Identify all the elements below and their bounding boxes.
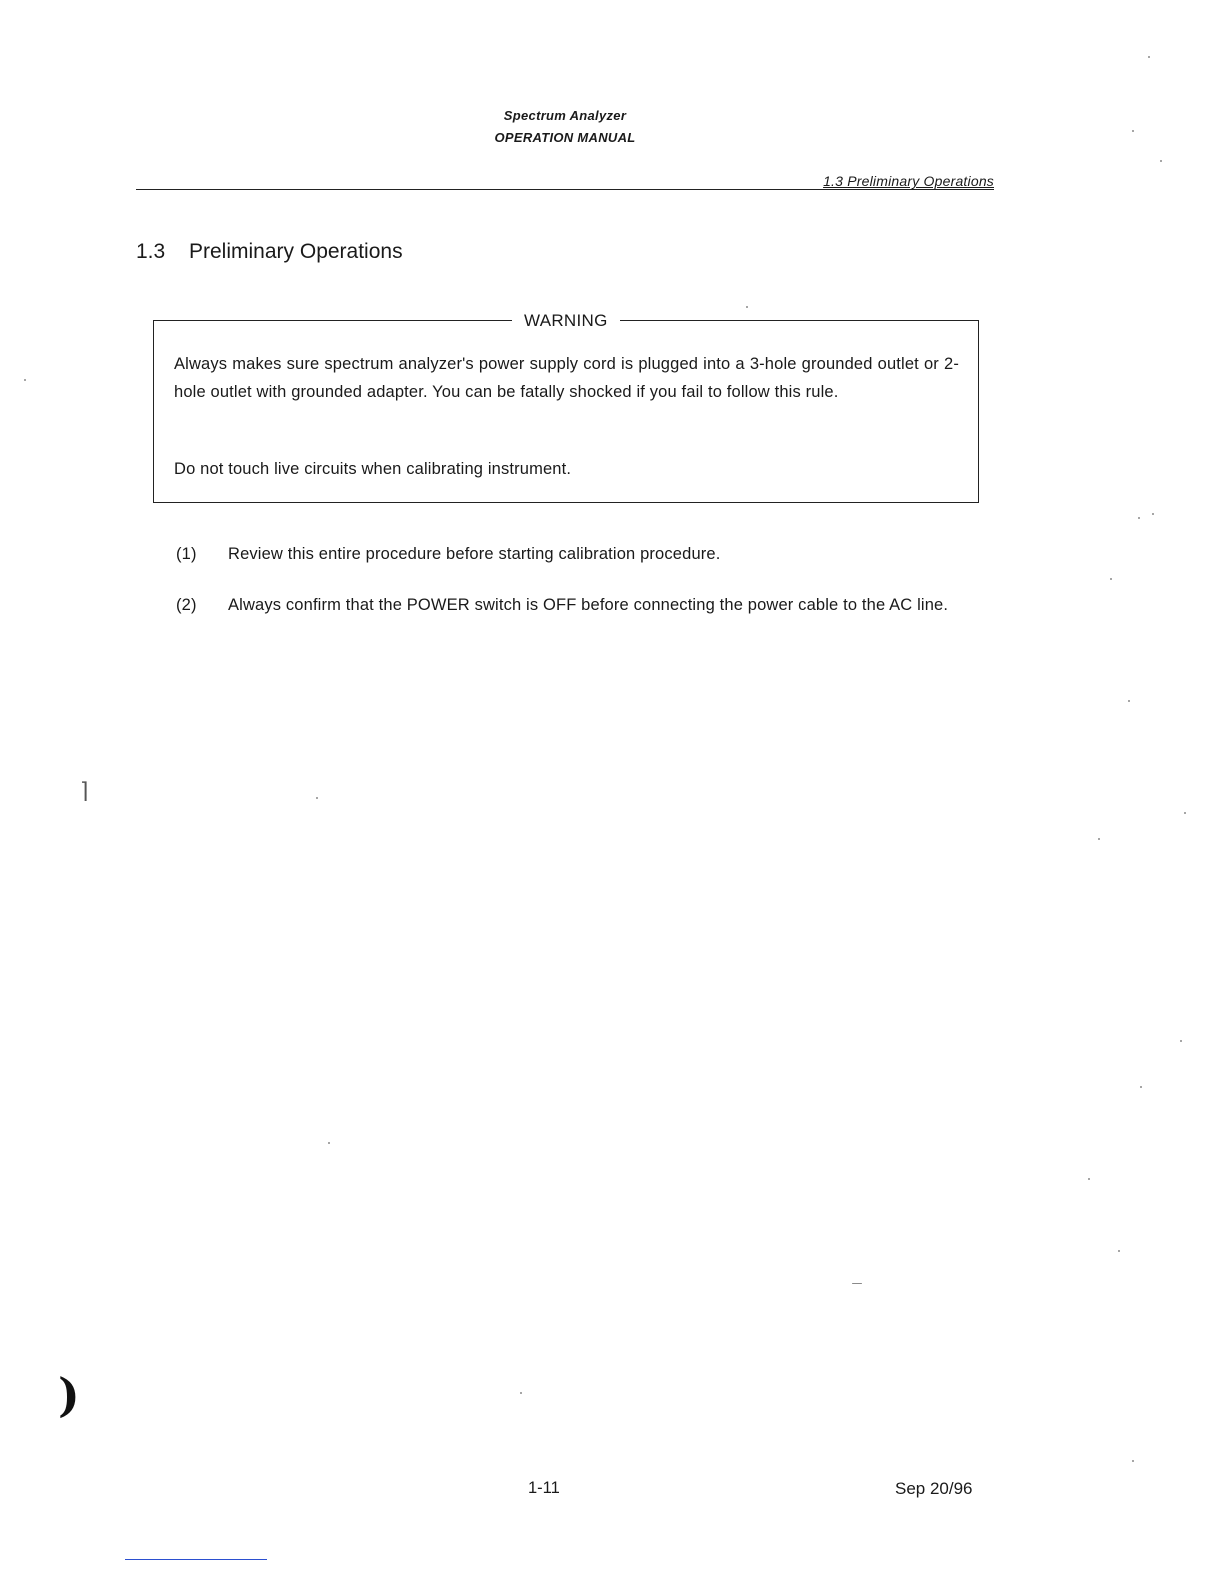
section-title: Preliminary Operations	[189, 240, 403, 263]
list-item	[176, 540, 994, 568]
warning-paragraph-2: Do not touch live circuits when calibrating instrument.	[174, 460, 572, 478]
warning-paragraph-1: Always makes sure spectrum analyzer's power supply cord is plugged into a 3-hole grounded outlet or 2-hole outlet with grounded adapter. You can be fatally shocked if you fail to follow this rule.	[174, 355, 959, 401]
list-item-text: Review this entire procedure before starting calibration procedure.	[228, 545, 721, 563]
scan-speck	[1138, 517, 1140, 519]
document-title: Spectrum Analyzer	[503, 108, 627, 123]
scan-speck	[1140, 1086, 1142, 1088]
scan-speck	[1160, 160, 1162, 162]
scan-speck	[1152, 513, 1154, 515]
list-item	[176, 591, 994, 619]
warning-label: WARNING	[512, 311, 620, 331]
scan-speck	[1184, 812, 1186, 814]
header-divider	[136, 189, 994, 190]
scan-speck	[1118, 1250, 1120, 1252]
section-number: 1.3	[136, 240, 166, 263]
list-marker: (1)	[176, 545, 197, 563]
scan-speck	[1132, 1460, 1134, 1462]
scan-speck	[316, 797, 318, 799]
page-number: 1-11	[528, 1479, 560, 1497]
document-subtitle: OPERATION MANUAL	[494, 130, 636, 145]
scan-speck	[520, 1392, 522, 1394]
scan-speck	[24, 379, 26, 381]
scan-speck	[1128, 700, 1130, 702]
scan-speck	[328, 1142, 330, 1144]
scan-speck	[1148, 56, 1150, 58]
scan-speck	[746, 306, 748, 308]
scan-speck	[1088, 1178, 1090, 1180]
scan-speck	[1110, 578, 1112, 580]
list-marker: (2)	[176, 596, 197, 614]
section-heading	[136, 240, 403, 264]
scan-speck	[852, 1283, 862, 1284]
running-head: 1.3 Preliminary Operations	[823, 173, 994, 189]
scan-speck	[1098, 838, 1100, 840]
scan-speck	[1180, 1040, 1182, 1042]
list-item-text: Always confirm that the POWER switch is OFF before connecting the power cable to the AC line.	[228, 596, 949, 614]
binding-bracket-mark: )	[58, 1368, 80, 1422]
scan-artifact-mark: ⌉	[80, 778, 89, 803]
scan-speck	[1132, 130, 1134, 132]
page-date: Sep 20/96	[895, 1479, 973, 1498]
scan-artifact-line	[125, 1559, 267, 1560]
